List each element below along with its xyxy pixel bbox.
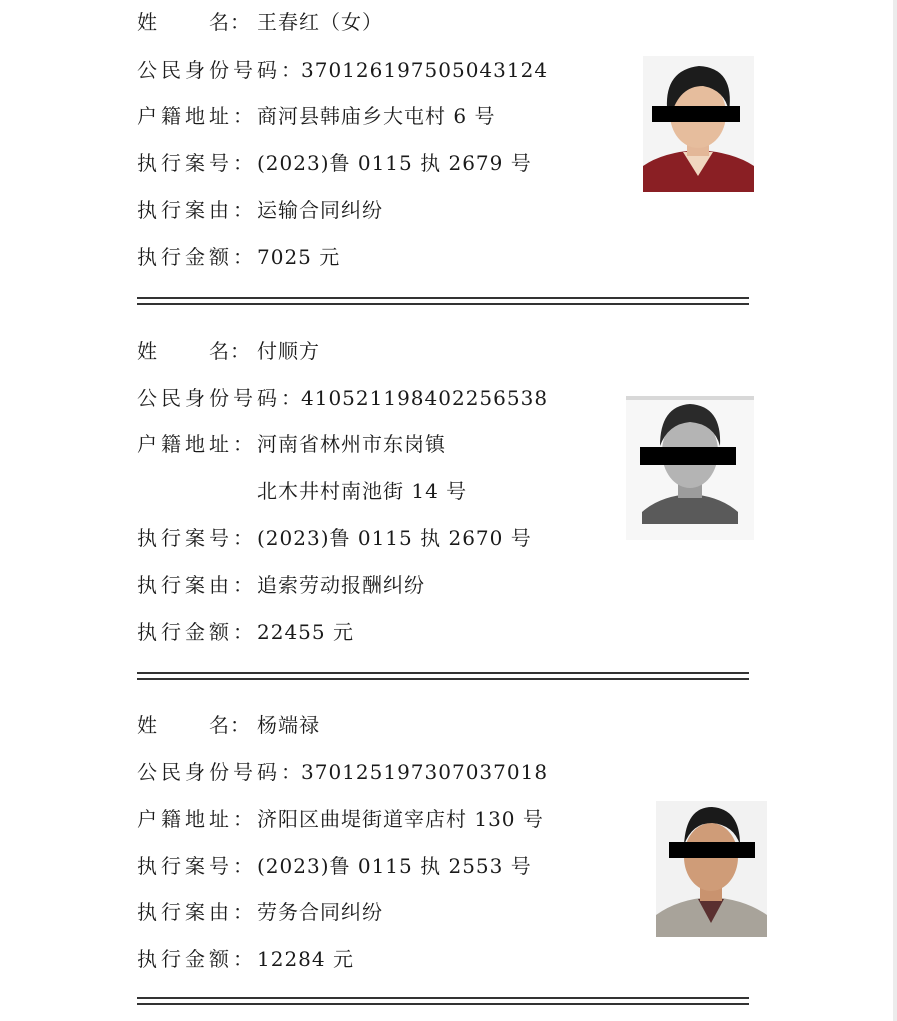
person-1-eye-bar xyxy=(652,106,740,122)
person-3-address: 济阳区曲堤街道宰店村 130 号 xyxy=(257,807,544,831)
person-3-name-row xyxy=(137,713,320,737)
case-reason-label: 执行案由： xyxy=(137,573,257,597)
separator-1 xyxy=(137,297,749,305)
person-2-case-reason-row xyxy=(137,573,425,597)
person-1-amount-row xyxy=(137,245,340,269)
separator-2 xyxy=(137,672,749,680)
case-no-label: 执行案号： xyxy=(137,526,257,550)
name-label: 姓 名： xyxy=(137,339,251,363)
address-label: 户籍地址： xyxy=(137,432,257,456)
amount-label: 执行金额： xyxy=(137,947,257,971)
person-1-case-reason-row xyxy=(137,198,383,222)
person-3-amount: 12284 元 xyxy=(257,947,354,971)
person-2-case-no: (2023)鲁 0115 执 2670 号 xyxy=(257,526,532,550)
person-1-photo xyxy=(643,56,754,192)
id-label: 公民身份号码： xyxy=(137,386,305,410)
person-3-id: 370125197307037018 xyxy=(301,760,549,784)
case-no-label: 执行案号： xyxy=(137,854,257,878)
person-2-amount-row xyxy=(137,620,354,644)
person-3-case-reason: 劳务合同纠纷 xyxy=(257,900,383,924)
person-2-name-row xyxy=(137,339,320,363)
person-1-id-row xyxy=(137,58,548,82)
person-1-case-no-row xyxy=(137,151,532,175)
person-2-amount: 22455 元 xyxy=(257,620,354,644)
person-2-address: 河南省林州市东岗镇 xyxy=(257,432,446,456)
person-3-address-row xyxy=(137,807,544,831)
person-3-case-no: (2023)鲁 0115 执 2553 号 xyxy=(257,854,532,878)
id-label: 公民身份号码： xyxy=(137,58,305,82)
name-label: 姓 名： xyxy=(137,713,251,737)
person-1-id: 370126197505043124 xyxy=(301,58,549,82)
person-2-case-reason: 追索劳动报酬纠纷 xyxy=(257,573,425,597)
person-2-address-row xyxy=(137,432,446,456)
person-1-address: 商河县韩庙乡大屯村 6 号 xyxy=(257,104,496,128)
person-1-case-no: (2023)鲁 0115 执 2679 号 xyxy=(257,151,532,175)
amount-label: 执行金额： xyxy=(137,245,257,269)
person-3-id-row xyxy=(137,760,548,784)
person-2-case-no-row xyxy=(137,526,532,550)
person-3-name: 杨端禄 xyxy=(257,713,320,737)
person-1-case-reason: 运输合同纠纷 xyxy=(257,198,383,222)
person-1-address-row xyxy=(137,104,495,128)
amount-label: 执行金额： xyxy=(137,620,257,644)
name-label: 姓 名： xyxy=(137,10,251,34)
person-2-address-line2: 北木井村南池街 14 号 xyxy=(257,479,468,503)
case-no-label: 执行案号： xyxy=(137,151,257,175)
address-label: 户籍地址： xyxy=(137,104,257,128)
person-1-amount: 7025 元 xyxy=(257,245,341,269)
person-3-amount-row xyxy=(137,947,354,971)
person-3-case-reason-row xyxy=(137,900,383,924)
person-3-case-no-row xyxy=(137,854,532,878)
case-reason-label: 执行案由： xyxy=(137,900,257,924)
separator-3 xyxy=(137,997,749,1005)
person-1-name: 王春红（女） xyxy=(257,10,383,34)
person-1-name-row xyxy=(137,10,383,34)
person-2-photo xyxy=(626,396,754,540)
person-3-photo xyxy=(656,801,767,937)
person-3-eye-bar xyxy=(669,842,755,858)
person-2-id-row xyxy=(137,386,548,410)
person-2-name: 付顺方 xyxy=(257,339,320,363)
person-2-eye-bar xyxy=(640,447,736,465)
page-edge xyxy=(893,0,897,1021)
address-label: 户籍地址： xyxy=(137,807,257,831)
case-reason-label: 执行案由： xyxy=(137,198,257,222)
id-label: 公民身份号码： xyxy=(137,760,305,784)
person-2-id: 410521198402256538 xyxy=(301,386,549,410)
